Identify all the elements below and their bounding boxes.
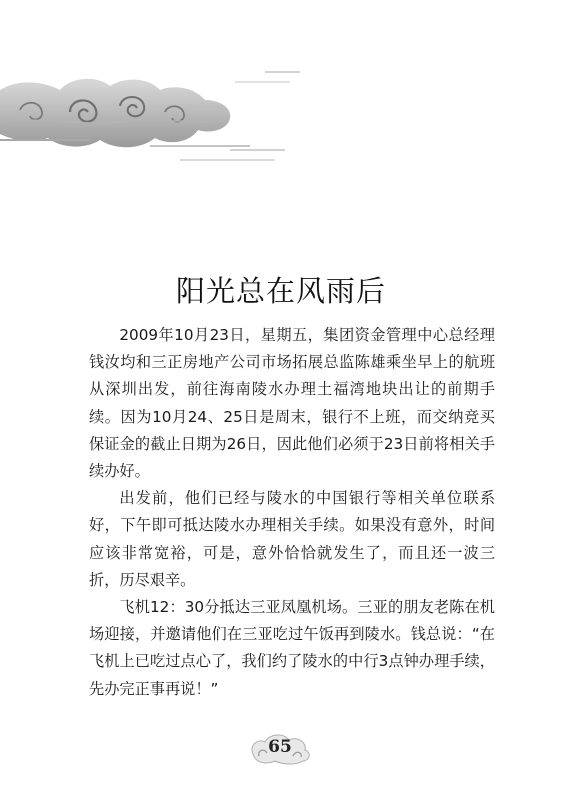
paragraph: 出发前，他们已经与陵水的中国银行等相关单位联系好，下午即可抵达陵水办理相关手续。如果没有意外，时间应该非常宽裕，可是，意外恰恰就发生了，而且还一波三折，历尽艰辛。 [89, 489, 495, 589]
body-text [89, 322, 495, 703]
page-number-ornament [245, 728, 315, 768]
paragraph: 2009年10月23日，星期五，集团资金管理中心总经理钱汝均和三正房地产公司市场拓展总监陈雄乘坐早上的航班从深圳出发，前往海南陵水办理土福湾地块出让的前期手续。因为10月24、25日是周末，银行不上班，而交纳竞买保证金的截止日期为26日，因此他们必须于23日前将相关手续办好。 [89, 326, 495, 481]
paragraph: 飞机12：30分抵达三亚凤凰机场。三亚的朋友老陈在机场迎接，并邀请他们在三亚吃过午饭再到陵水。钱总说：“在飞机上已吃过点心了，我们约了陵水的中行3点钟办理手续，先办完正事再说！” [89, 598, 495, 698]
page-number: 65 [268, 737, 292, 757]
page-title: 阳光总在风雨后 [175, 274, 386, 309]
cloud-ornament [0, 60, 300, 170]
